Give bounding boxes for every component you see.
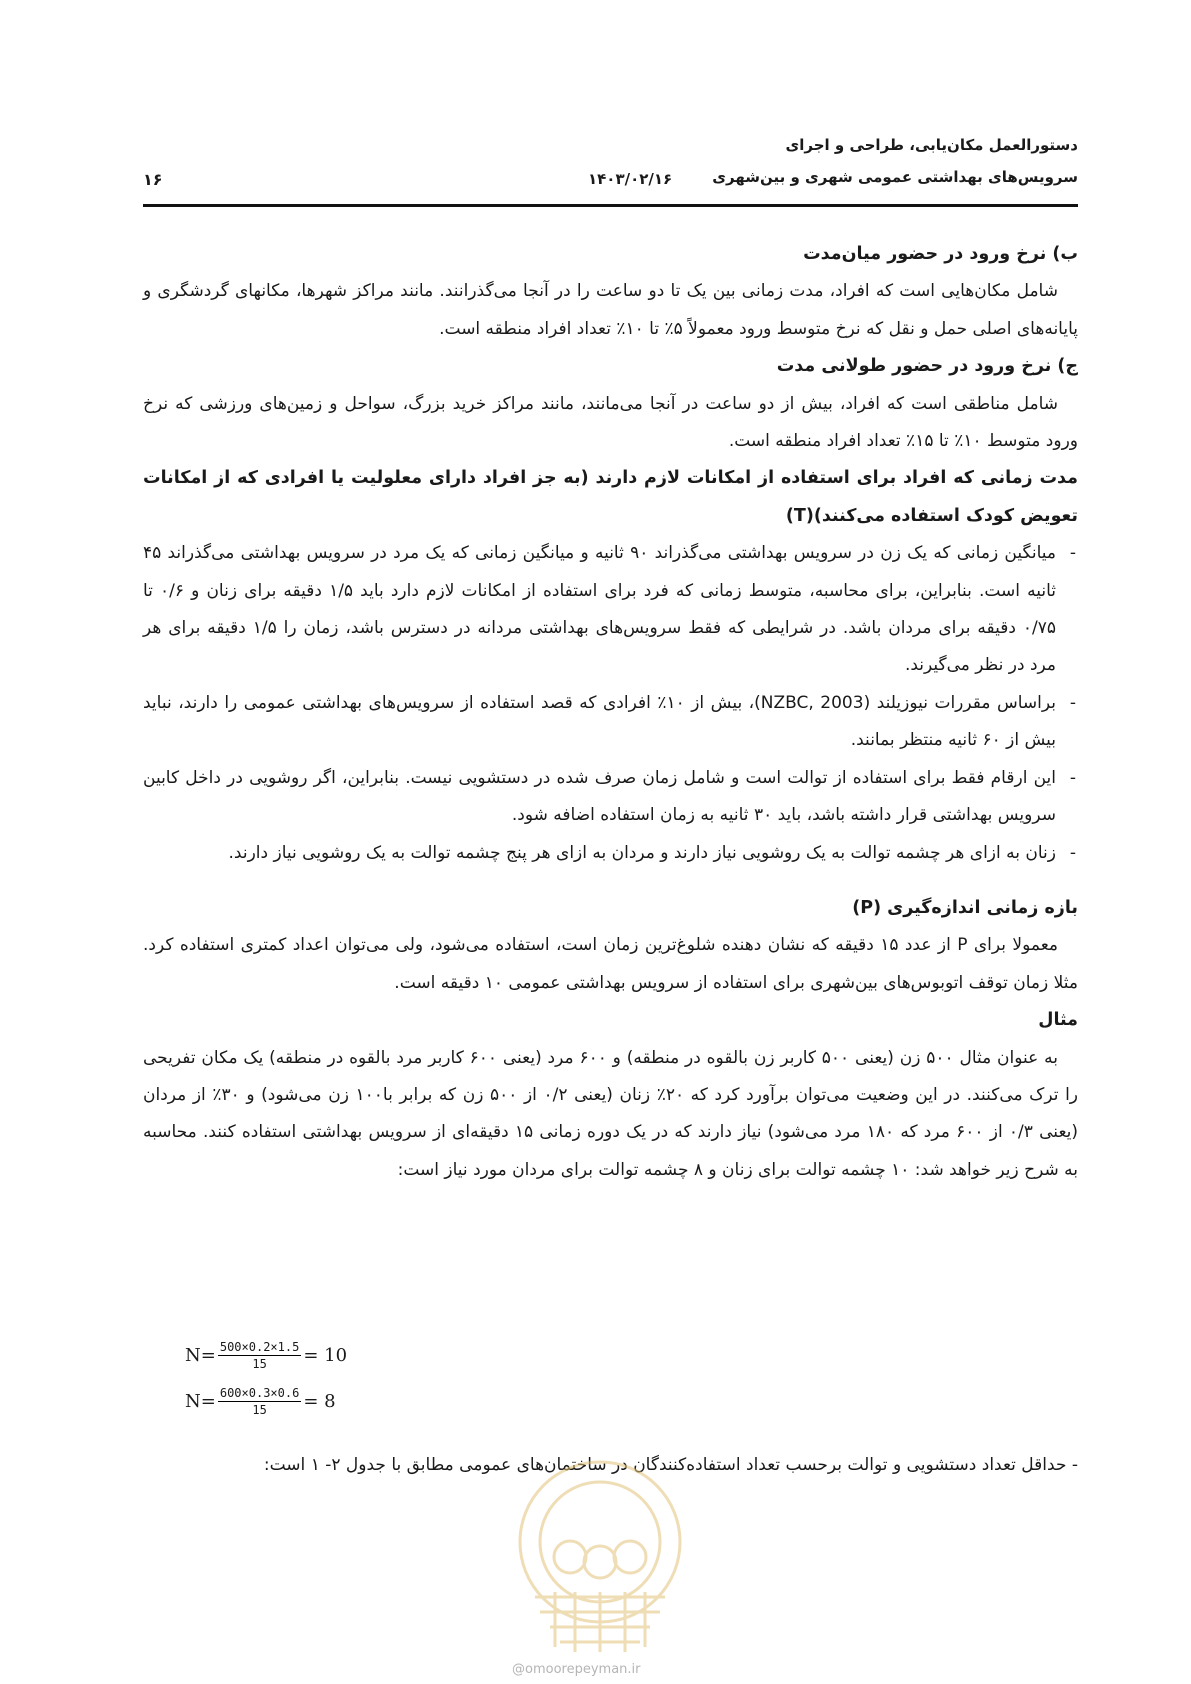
formula-block <box>185 1332 347 1424</box>
watermark-text: @omoorepeyman.ir <box>512 1662 641 1677</box>
duration-heading: مدت زمانی که افراد برای استفاده از امکانات لازم دارند (به جز افراد دارای معلولیت یا افرادی که از امکانات تعویض کودک استفاده می‌کنند)(T) <box>143 468 1078 526</box>
document-date: ۱۴۰۳/۰۲/۱۶ <box>588 170 673 188</box>
formula-fraction <box>218 1386 301 1417</box>
document-title-line1: دستورالعمل مکان‌یابی، طراحی و اجرای <box>785 136 1078 154</box>
example-text: به عنوان مثال ۵۰۰ زن (یعنی ۵۰۰ کاربر زن بالقوه در منطقه) و ۶۰۰ مرد (یعنی ۶۰۰ کاربر مرد بالقوه در منطقه) یک مکان تفریحی را ترک می‌کنند. در این وضعیت می‌توان برآورد کرد که ۲۰٪ زنان (یعنی ۰/۲ از ۵۰۰ زن که برابر با۱۰۰ زن می‌شود) و ۳۰٪ از مردان (یعنی ۰/۳ از ۶۰۰ مرد که ۱۸۰ مرد می‌شود) نیاز دارند که در یک دوره زمانی ۱۵ دقیقه‌ای از سرویس بهداشتی استفاده کنند. محاسبه به شرح زیر خواهد شد: ۱۰ چشمه توالت برای زنان و ۸ چشمه توالت برای مردان مورد نیاز است: <box>143 1047 1079 1180</box>
formula-denominator: 15 <box>252 1402 267 1417</box>
list-item: - این ارقام فقط برای استفاده از توالت است و شامل زمان صرف شده در دستشویی نیست. بنابراین، اگر روشویی در داخل کابین سرویس بهداشتی قرار داشته باشد، باید ۳۰ ثانیه به زمان استفاده اضافه شود. <box>143 760 1056 835</box>
page-header <box>143 128 1078 207</box>
section-b-heading: ب) نرخ ورود در حضور میان‌مدت <box>803 244 1078 264</box>
formula-women <box>185 1332 347 1378</box>
formula-denominator: 15 <box>252 1356 267 1371</box>
page-body <box>143 236 1078 1189</box>
list-item: - براساس مقررات نیوزیلند (NZBC, 2003)، بیش از ۱۰٪ افرادی که قصد استفاده از سرویس‌های بهداشتی عمومی را دارند، نباید بیش از ۶۰ ثانیه منتظر بمانند. <box>143 685 1056 760</box>
document-title-line2: سرویس‌های بهداشتی عمومی شهری و بین‌شهری <box>712 168 1078 186</box>
formula-result: = 8 <box>303 1390 336 1412</box>
formula-result: = 10 <box>303 1344 348 1366</box>
formula-fraction <box>218 1340 301 1371</box>
formula-men <box>185 1378 347 1424</box>
table-reference-note: - حداقل تعداد دستشویی و توالت برحسب تعداد استفاده‌کنندگان در ساختمان‌های عمومی مطابق با جدول ۲- ۱ است: <box>263 1455 1078 1475</box>
period-heading: بازه زمانی اندازه‌گیری (P) <box>852 897 1078 918</box>
duration-bullet-list <box>143 535 1078 872</box>
formula-lhs: N= <box>185 1344 216 1366</box>
example-heading: مثال <box>1038 1010 1078 1031</box>
section-c-heading: ج) نرخ ورود در حضور طولانی مدت <box>776 356 1078 377</box>
formula-numerator: 500×0.2×1.5 <box>219 1339 300 1354</box>
formula-lhs: N= <box>185 1390 216 1412</box>
list-item: - میانگین زمانی که یک زن در سرویس بهداشتی می‌گذراند ۹۰ ثانیه و میانگین زمانی که یک مرد در سرویس بهداشتی می‌گذراند ۴۵ ثانیه است. بنابراین، برای محاسبه، متوسط زمانی که فرد برای استفاده از امکانات لازم دارد باید ۱/۵ دقیقه برای زنان و ۰/۶ تا ۰/۷۵ دقیقه برای مردان باشد. در شرایطی که فقط سرویس‌های بهداشتی مردانه در دسترس باشد، زمان را ۱/۵ دقیقه برای هر مرد در نظر می‌گیرند. <box>143 535 1056 685</box>
watermark-logo <box>500 1447 700 1657</box>
period-text: معمولا برای P از عدد ۱۵ دقیقه که نشان دهنده شلوغ‌ترین زمان است، استفاده می‌شود، ولی می‌توان اعداد کمتری استفاده کرد. مثلا زمان توقف اتوبوس‌های بین‌شهری برای استفاده از سرویس بهداشتی عمومی ۱۰ دقیقه است. <box>143 935 1078 993</box>
list-item: - زنان به ازای هر چشمه توالت به یک روشویی نیاز دارند و مردان به ازای هر پنج چشمه توالت به یک روشویی نیاز دارند. <box>143 835 1056 872</box>
page-number: ۱۶ <box>143 170 163 189</box>
section-c-text: شامل مناطقی است که افراد، بیش از دو ساعت در آنجا می‌مانند، مانند مراکز خرید بزرگ، سواحل و زمین‌های ورزشی که نرخ ورود متوسط ۱۰٪ تا ۱۵٪ تعداد افراد منطقه است. <box>143 393 1078 452</box>
section-b-text: شامل مکان‌هایی است که افراد، مدت زمانی بین یک تا دو ساعت را در آنجا می‌گذرانند. مانند مراکز شهرها، مکانهای گردشگری و پایانه‌های اصلی حمل و نقل که نرخ متوسط ورود معمولاً ۵٪ تا ۱۰٪ تعداد افراد منطقه است. <box>143 281 1078 339</box>
formula-numerator: 600×0.3×0.6 <box>219 1385 300 1400</box>
